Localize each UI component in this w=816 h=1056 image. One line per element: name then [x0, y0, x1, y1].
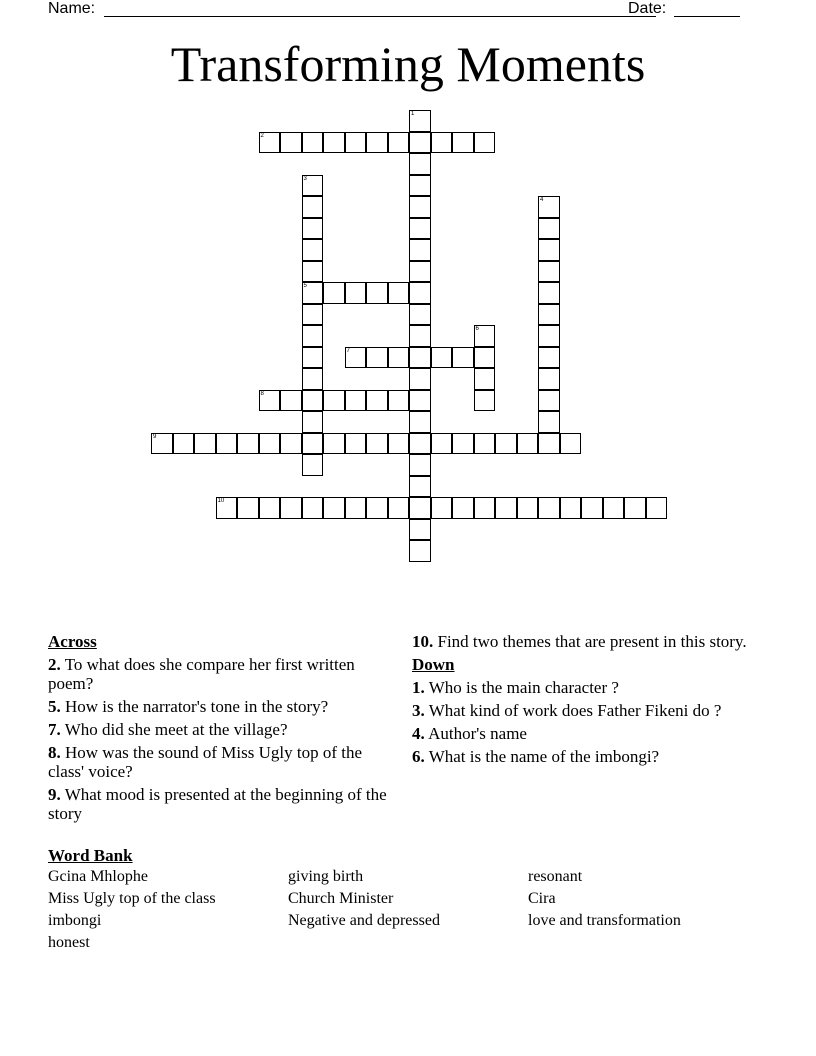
crossword-cell[interactable]: [409, 476, 431, 498]
crossword-cell[interactable]: [538, 196, 560, 218]
crossword-cell[interactable]: [560, 433, 582, 455]
crossword-cell[interactable]: [302, 325, 324, 347]
crossword-cell[interactable]: [366, 282, 388, 304]
clue-number: 3.: [412, 701, 425, 720]
crossword-cell[interactable]: [302, 239, 324, 261]
crossword-cell[interactable]: [409, 325, 431, 347]
crossword-cell[interactable]: [345, 132, 367, 154]
cell-number: 1: [411, 111, 415, 117]
crossword-cell[interactable]: [409, 390, 431, 412]
name-field[interactable]: [104, 16, 656, 17]
cell-number: 8: [260, 390, 264, 397]
clue-number: 5.: [48, 697, 61, 716]
crossword-cell[interactable]: [323, 282, 345, 304]
crossword-cell[interactable]: [517, 433, 539, 455]
crossword-cell[interactable]: [302, 347, 324, 369]
crossword-cell[interactable]: [538, 218, 560, 240]
crossword-cell[interactable]: [302, 196, 324, 218]
clue-text: Author's name: [428, 724, 527, 743]
crossword-cell[interactable]: [409, 175, 431, 197]
crossword-cell[interactable]: [388, 497, 410, 519]
clue-text: Find two themes that are present in this story.: [437, 632, 747, 651]
word-bank-item: Church Minister: [288, 890, 394, 907]
cell-number: 10: [217, 498, 225, 504]
crossword-cell[interactable]: [431, 433, 453, 455]
crossword-cell[interactable]: [345, 390, 367, 412]
crossword-cell[interactable]: [302, 261, 324, 283]
across-clue-5: [48, 697, 393, 716]
crossword-cell[interactable]: [538, 282, 560, 304]
across-clue-2: [48, 655, 393, 693]
word-bank-item: Negative and depressed: [288, 912, 440, 929]
clue-text: What kind of work does Father Fikeni do ?: [428, 701, 722, 720]
word-bank: [48, 846, 748, 952]
crossword-cell[interactable]: [302, 368, 324, 390]
crossword-cell[interactable]: [323, 497, 345, 519]
crossword-cell[interactable]: [323, 433, 345, 455]
date-label: Date:: [628, 0, 667, 17]
word-bank-item: Cira: [528, 890, 556, 907]
crossword-cell[interactable]: [302, 454, 324, 476]
crossword-cell[interactable]: [409, 282, 431, 304]
date-field[interactable]: [674, 16, 740, 17]
clue-number: 2.: [48, 655, 61, 674]
word-bank-item: giving birth: [288, 868, 364, 885]
clue-number: 9.: [48, 785, 61, 804]
word-bank-item: honest: [48, 934, 90, 951]
crossword-cell[interactable]: [474, 433, 496, 455]
crossword-cell[interactable]: [538, 347, 560, 369]
crossword-cell[interactable]: [302, 390, 324, 412]
cell-number: 7: [346, 347, 350, 354]
across-clue-9: [48, 785, 393, 823]
word-bank-item: imbongi: [48, 912, 102, 929]
crossword-cell[interactable]: [538, 390, 560, 412]
crossword-cell[interactable]: [388, 282, 410, 304]
page-title: Transforming Moments: [170, 36, 646, 92]
crossword-cell[interactable]: [560, 497, 582, 519]
crossword-cell[interactable]: [259, 132, 281, 154]
clue-number: 7.: [48, 720, 61, 739]
crossword-cell[interactable]: [280, 390, 302, 412]
crossword-cell[interactable]: [216, 497, 238, 519]
crossword-cell[interactable]: [388, 347, 410, 369]
clue-text: To what does she compare her first written poem?: [48, 655, 355, 693]
crossword-cell[interactable]: [474, 368, 496, 390]
crossword-cell[interactable]: [345, 433, 367, 455]
crossword-cell[interactable]: [388, 433, 410, 455]
crossword-cell[interactable]: [581, 497, 603, 519]
word-bank-item: resonant: [528, 868, 583, 885]
cell-number: 3: [303, 175, 307, 182]
crossword-cell[interactable]: [345, 282, 367, 304]
crossword-cell[interactable]: [259, 497, 281, 519]
crossword-cell[interactable]: [431, 497, 453, 519]
crossword-cell[interactable]: [452, 132, 474, 154]
clue-text: Who is the main character ?: [428, 678, 619, 697]
name-label: Name:: [48, 0, 96, 17]
across-clue-10: [412, 632, 757, 651]
crossword-cell[interactable]: [517, 497, 539, 519]
clue-text: What is the name of the imbongi?: [428, 747, 660, 766]
crossword-cell[interactable]: [237, 497, 259, 519]
crossword-cell[interactable]: [603, 497, 625, 519]
crossword-cell[interactable]: [302, 433, 324, 455]
crossword-cell[interactable]: [495, 497, 517, 519]
crossword-cell[interactable]: [366, 132, 388, 154]
crossword-cell[interactable]: [538, 261, 560, 283]
crossword-cell[interactable]: [302, 304, 324, 326]
crossword-cell[interactable]: [409, 132, 431, 154]
crossword-cell[interactable]: [366, 390, 388, 412]
crossword-cell[interactable]: [216, 433, 238, 455]
crossword-cell[interactable]: [409, 304, 431, 326]
crossword-cell[interactable]: [538, 411, 560, 433]
crossword-cell[interactable]: [452, 347, 474, 369]
crossword-cell[interactable]: [366, 497, 388, 519]
clue-text: What mood is presented at the beginning of the story: [48, 785, 387, 823]
crossword-cell[interactable]: [431, 347, 453, 369]
crossword-cell[interactable]: [259, 390, 281, 412]
crossword-cell[interactable]: [538, 239, 560, 261]
crossword-cell[interactable]: [409, 368, 431, 390]
clue-number: 4.: [412, 724, 425, 743]
cell-number: 6: [475, 326, 479, 332]
down-clue-1: [412, 678, 757, 697]
crossword-cell[interactable]: [538, 497, 560, 519]
crossword-cell[interactable]: [431, 132, 453, 154]
crossword-cell[interactable]: [474, 132, 496, 154]
crossword-cell[interactable]: [302, 411, 324, 433]
cell-number: 4: [540, 197, 544, 203]
crossword-cell[interactable]: [474, 497, 496, 519]
crossword-cell[interactable]: [538, 304, 560, 326]
crossword-cell[interactable]: [646, 497, 668, 519]
crossword-cell[interactable]: [624, 497, 646, 519]
down-heading: Down: [412, 655, 455, 674]
crossword-cell[interactable]: [302, 132, 324, 154]
crossword-cell[interactable]: [409, 261, 431, 283]
crossword-cell[interactable]: [474, 325, 496, 347]
crossword-cell[interactable]: [323, 132, 345, 154]
crossword-cell[interactable]: [366, 347, 388, 369]
clue-text: Who did she meet at the village?: [64, 720, 288, 739]
crossword-cell[interactable]: [538, 368, 560, 390]
clue-number: 6.: [412, 747, 425, 766]
crossword-cell[interactable]: [302, 497, 324, 519]
crossword-cell[interactable]: [388, 390, 410, 412]
word-bank-item: love and transformation: [528, 912, 681, 929]
clue-text: How was the sound of Miss Ugly top of the class' voice?: [48, 743, 363, 781]
clue-number: 1.: [412, 678, 425, 697]
word-bank-item: Miss Ugly top of the class: [48, 890, 216, 907]
crossword-cell[interactable]: [345, 347, 367, 369]
crossword-cell[interactable]: [302, 218, 324, 240]
crossword-cell[interactable]: [151, 433, 173, 455]
crossword-cell[interactable]: [409, 153, 431, 175]
down-clue-3: [412, 701, 757, 720]
crossword-cell[interactable]: [474, 347, 496, 369]
crossword-cell[interactable]: [495, 433, 517, 455]
across-clue-8: [48, 743, 393, 781]
cell-number: 2: [260, 132, 264, 139]
down-clue-4: [412, 724, 757, 743]
crossword-cell[interactable]: [409, 454, 431, 476]
crossword-cell[interactable]: [388, 132, 410, 154]
crossword-cell[interactable]: [194, 433, 216, 455]
crossword-cell[interactable]: [345, 497, 367, 519]
crossword-cell[interactable]: [452, 497, 474, 519]
crossword-cell[interactable]: [366, 433, 388, 455]
crossword-cell[interactable]: [237, 433, 259, 455]
crossword-cell[interactable]: [409, 218, 431, 240]
crossword-cell[interactable]: [280, 433, 302, 455]
clues-right-column: [412, 632, 757, 770]
crossword-cell[interactable]: [323, 390, 345, 412]
crossword-cell[interactable]: [409, 433, 431, 455]
crossword-cell[interactable]: [409, 540, 431, 562]
crossword-cell[interactable]: [280, 132, 302, 154]
clue-number: 8.: [48, 743, 61, 762]
cell-number: 9: [153, 433, 157, 440]
crossword-cell[interactable]: [409, 411, 431, 433]
across-heading: Across: [48, 632, 97, 651]
word-bank-list: [48, 868, 748, 952]
crossword-cell[interactable]: [409, 110, 431, 132]
cell-number: 5: [303, 283, 307, 289]
crossword-cell[interactable]: [302, 282, 324, 304]
crossword-cell[interactable]: [409, 519, 431, 541]
crossword-cell[interactable]: [302, 175, 324, 197]
crossword-cell[interactable]: [280, 497, 302, 519]
header: [48, 0, 740, 20]
clue-text: How is the narrator's tone in the story?: [65, 697, 329, 716]
crossword-cell[interactable]: [259, 433, 281, 455]
word-bank-item: Gcina Mhlophe: [48, 868, 148, 885]
crossword-cell[interactable]: [409, 347, 431, 369]
crossword-cell[interactable]: [409, 497, 431, 519]
word-bank-heading: Word Bank: [48, 846, 133, 865]
down-clue-6: [412, 747, 757, 766]
crossword-cell[interactable]: [173, 433, 195, 455]
crossword-cell[interactable]: [538, 433, 560, 455]
crossword-cell[interactable]: [409, 196, 431, 218]
crossword-cell[interactable]: [409, 239, 431, 261]
crossword-cell[interactable]: [538, 325, 560, 347]
clue-number: 10.: [412, 632, 434, 651]
clues-left-column: [48, 632, 393, 827]
crossword-cell[interactable]: [474, 390, 496, 412]
across-clue-7: [48, 720, 393, 739]
crossword-cell[interactable]: [452, 433, 474, 455]
